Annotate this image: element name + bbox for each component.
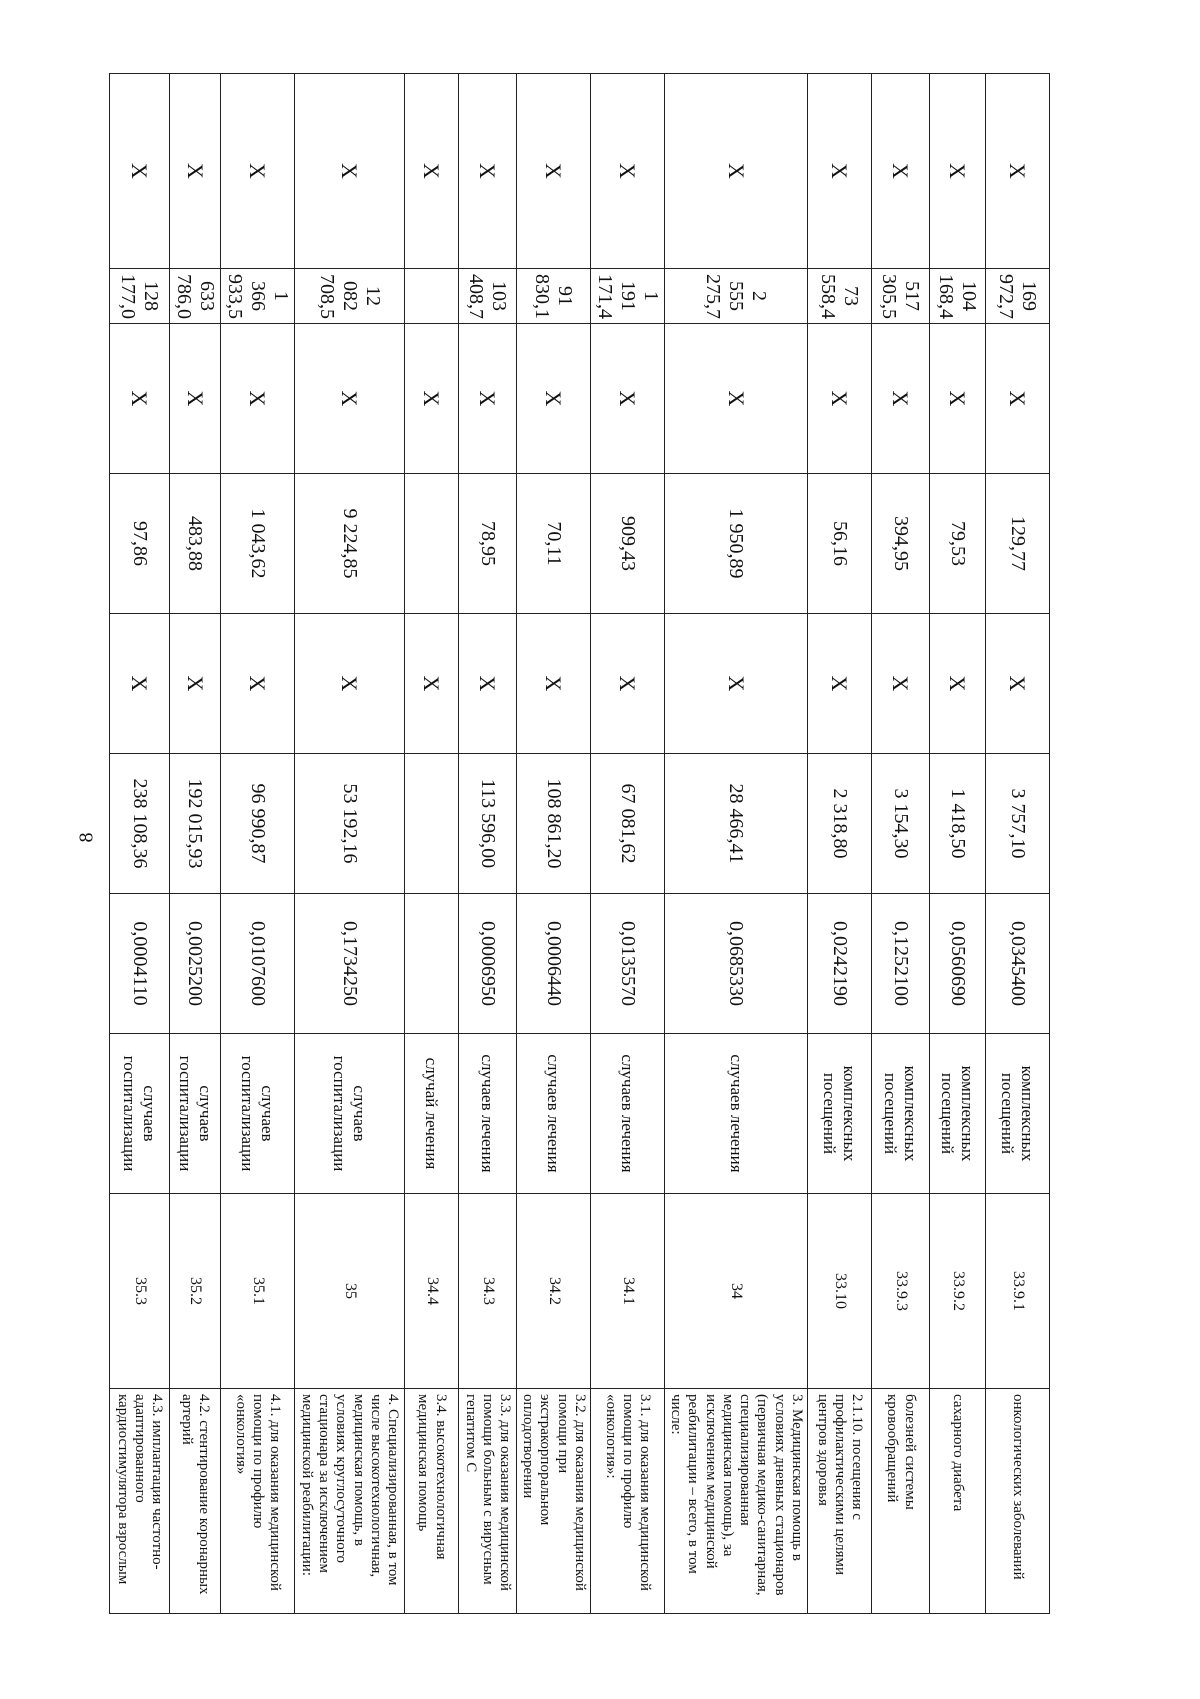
cell-c2: X	[665, 324, 808, 474]
table-row	[517, 74, 591, 1614]
cell-total: 104 168,4	[930, 269, 986, 324]
table-row	[986, 74, 1050, 1614]
cell-code: 34.2	[517, 1194, 591, 1389]
table-body	[110, 74, 1050, 1614]
cell-c3: X	[591, 74, 665, 269]
cell-c2: X	[986, 324, 1050, 474]
cell-cost: 192 015,93	[170, 754, 221, 894]
cell-per-capita: 78,95	[459, 474, 517, 614]
cell-per-capita: 79,53	[930, 474, 986, 614]
cell-unit: случаев лечения	[665, 1034, 808, 1194]
cell-cost: 28 466,41	[665, 754, 808, 894]
cell-unit: случаев госпитализации	[110, 1034, 170, 1194]
table-row	[405, 74, 459, 1614]
cell-c3: X	[459, 74, 517, 269]
cell-c3: X	[170, 74, 221, 269]
cell-c1: X	[459, 614, 517, 754]
cell-norm: 0,0006950	[459, 894, 517, 1034]
cell-c2: X	[930, 324, 986, 474]
table-row	[808, 74, 872, 1614]
table-row	[665, 74, 808, 1614]
cell-per-capita: 56,16	[808, 474, 872, 614]
cell-unit: случаев госпитализации	[221, 1034, 295, 1194]
cell-c1: X	[930, 614, 986, 754]
cell-c2: X	[295, 324, 405, 474]
cell-name: 3.3. для оказания медицинской помощи больным с вирусным гепатитом С	[459, 1389, 517, 1614]
cell-name: 2.1.10. посещения с профилактическими целями центров здоровья	[808, 1389, 872, 1614]
cell-c3: X	[986, 74, 1050, 269]
cell-code: 34.4	[405, 1194, 459, 1389]
cell-name: 4.1. для оказания медицинской помощи по профилю «онкология»	[221, 1389, 295, 1614]
cell-c2: X	[872, 324, 930, 474]
tariff-table	[109, 73, 1050, 1614]
cell-cost: 113 596,00	[459, 754, 517, 894]
table-row	[930, 74, 986, 1614]
cell-per-capita	[405, 474, 459, 614]
cell-c3: X	[110, 74, 170, 269]
cell-c3: X	[295, 74, 405, 269]
cell-c1: X	[405, 614, 459, 754]
cell-norm: 0,0685330	[665, 894, 808, 1034]
cell-unit: комплексных посещений	[986, 1034, 1050, 1194]
cell-c3: X	[405, 74, 459, 269]
cell-per-capita: 97,86	[110, 474, 170, 614]
cell-c3: X	[930, 74, 986, 269]
cell-norm: 0,0242190	[808, 894, 872, 1034]
cell-cost: 53 192,16	[295, 754, 405, 894]
rotated-table-frame	[114, 73, 1050, 1613]
cell-norm: 0,0004110	[110, 894, 170, 1034]
cell-unit: комплексных посещений	[930, 1034, 986, 1194]
cell-c3: X	[808, 74, 872, 269]
cell-name: 4.3. имплантация частотно-адаптированного кардиостимулятора взрослым	[110, 1389, 170, 1614]
table-row	[459, 74, 517, 1614]
cell-norm: 0,0107600	[221, 894, 295, 1034]
cell-c1: X	[295, 614, 405, 754]
cell-c1: X	[808, 614, 872, 754]
cell-c1: X	[221, 614, 295, 754]
cell-name: 3.4. высокотехнологичная медицинская помощь	[405, 1389, 459, 1614]
cell-norm	[405, 894, 459, 1034]
cell-norm: 0,0560690	[930, 894, 986, 1034]
cell-total: 1 366 933,5	[221, 269, 295, 324]
cell-unit: случаев госпитализации	[295, 1034, 405, 1194]
table-row	[295, 74, 405, 1614]
cell-per-capita: 129,77	[986, 474, 1050, 614]
cell-unit: случаев лечения	[459, 1034, 517, 1194]
cell-norm: 0,0025200	[170, 894, 221, 1034]
cell-name: 3. Медицинская помощь в условиях дневных стационаров (первичная медико-санитарная, специализированная медицинская помощь), за исключением медицинской реабилитации – всего, в том числе:	[665, 1389, 808, 1614]
cell-code: 34.3	[459, 1194, 517, 1389]
cell-cost: 67 081,62	[591, 754, 665, 894]
cell-code: 33.9.2	[930, 1194, 986, 1389]
cell-cost: 3 154,30	[872, 754, 930, 894]
cell-c3: X	[872, 74, 930, 269]
cell-c3: X	[517, 74, 591, 269]
cell-c1: X	[986, 614, 1050, 754]
cell-per-capita: 1 950,89	[665, 474, 808, 614]
table-row	[170, 74, 221, 1614]
cell-c2: X	[405, 324, 459, 474]
cell-total: 73 558,4	[808, 269, 872, 324]
cell-c2: X	[170, 324, 221, 474]
cell-code: 34.1	[591, 1194, 665, 1389]
cell-unit: случаев лечения	[591, 1034, 665, 1194]
cell-unit: случаев лечения	[517, 1034, 591, 1194]
cell-name: 3.1. для оказания медицинской помощи по профилю «онкология»:	[591, 1389, 665, 1614]
cell-code: 33.10	[808, 1194, 872, 1389]
cell-name: 4.2. стентирование коронарных артерий	[170, 1389, 221, 1614]
cell-c1: X	[170, 614, 221, 754]
cell-c3: X	[221, 74, 295, 269]
cell-cost: 3 757,10	[986, 754, 1050, 894]
cell-cost: 108 861,20	[517, 754, 591, 894]
cell-name: сахарного диабета	[930, 1389, 986, 1614]
cell-c1: X	[110, 614, 170, 754]
cell-norm: 0,0135570	[591, 894, 665, 1034]
table-row	[221, 74, 295, 1614]
cell-code: 33.9.1	[986, 1194, 1050, 1389]
cell-total: 633 786,0	[170, 269, 221, 324]
cell-per-capita: 1 043,62	[221, 474, 295, 614]
cell-cost: 2 318,80	[808, 754, 872, 894]
cell-c2: X	[591, 324, 665, 474]
cell-cost: 96 990,87	[221, 754, 295, 894]
cell-total: 103 408,7	[459, 269, 517, 324]
cell-per-capita: 394,95	[872, 474, 930, 614]
cell-norm: 0,1734250	[295, 894, 405, 1034]
cell-code: 35.1	[221, 1194, 295, 1389]
cell-norm: 0,0006440	[517, 894, 591, 1034]
cell-per-capita: 909,43	[591, 474, 665, 614]
cell-norm: 0,1252100	[872, 894, 930, 1034]
cell-unit: комплексных посещений	[872, 1034, 930, 1194]
cell-name: онкологических заболеваний	[986, 1389, 1050, 1614]
table-row	[110, 74, 170, 1614]
cell-name: 3.2. для оказания медицинской помощи при экстракорпоральном оплодотворении	[517, 1389, 591, 1614]
cell-c3: X	[665, 74, 808, 269]
cell-unit: случаев госпитализации	[170, 1034, 221, 1194]
cell-code: 35.2	[170, 1194, 221, 1389]
cell-total: 517 305,5	[872, 269, 930, 324]
page-number: 8	[75, 832, 98, 843]
cell-code: 34	[665, 1194, 808, 1389]
cell-per-capita: 9 224,85	[295, 474, 405, 614]
cell-c2: X	[517, 324, 591, 474]
cell-code: 35.3	[110, 1194, 170, 1389]
cell-total: 128 177,0	[110, 269, 170, 324]
cell-c2: X	[459, 324, 517, 474]
cell-total	[405, 269, 459, 324]
cell-total: 2 555 275,7	[665, 269, 808, 324]
cell-total: 169 972,7	[986, 269, 1050, 324]
cell-name: болезней системы кровообращений	[872, 1389, 930, 1614]
cell-unit: комплексных посещений	[808, 1034, 872, 1194]
cell-c2: X	[221, 324, 295, 474]
cell-code: 35	[295, 1194, 405, 1389]
cell-code: 33.9.3	[872, 1194, 930, 1389]
table-row	[872, 74, 930, 1614]
cell-unit: случай лечения	[405, 1034, 459, 1194]
cell-cost	[405, 754, 459, 894]
cell-c1: X	[517, 614, 591, 754]
cell-total: 12 082 708,5	[295, 269, 405, 324]
cell-c2: X	[110, 324, 170, 474]
cell-name: 4. Специализированная, в том числе высокотехнологичная, медицинская помощь, в условиях круглосуточного стационара за исключением медицинской реабилитации:	[295, 1389, 405, 1614]
cell-per-capita: 70,11	[517, 474, 591, 614]
cell-norm: 0,0345400	[986, 894, 1050, 1034]
cell-c1: X	[591, 614, 665, 754]
cell-c2: X	[808, 324, 872, 474]
cell-cost: 1 418,50	[930, 754, 986, 894]
cell-cost: 238 108,36	[110, 754, 170, 894]
cell-c1: X	[665, 614, 808, 754]
cell-total: 91 830,1	[517, 269, 591, 324]
cell-per-capita: 483,88	[170, 474, 221, 614]
cell-c1: X	[872, 614, 930, 754]
cell-total: 1 191 171,4	[591, 269, 665, 324]
table-row	[591, 74, 665, 1614]
